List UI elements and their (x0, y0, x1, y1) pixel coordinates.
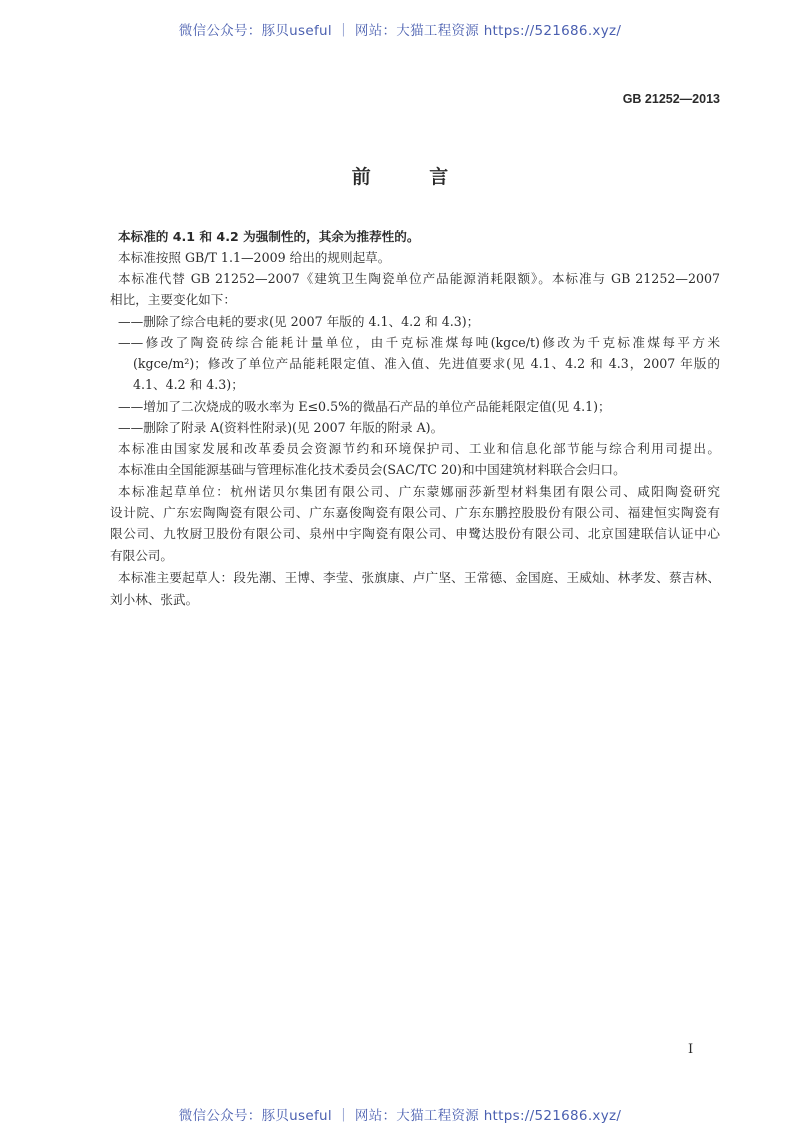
watermark-header: 微信公众号：豚贝useful ｜ 网站：大猫工程资源 https://521686.xyz/ (178, 23, 622, 39)
text-line: 本标准的 4.1 和 4.2 为强制性的，其余为推荐性的。 (118, 229, 420, 244)
page-number: I (688, 1042, 694, 1057)
text-line: 本标准由全国能源基础与管理标准化技术委员会(SAC/TC 20)和中国建筑材料联合会归口。 (118, 462, 626, 477)
text-line: 本标准主要起草人：段先潮、王博、李莹、张旗康、卢广坚、王常德、金国庭、王威灿、林孝发、蔡吉林、 (118, 570, 720, 585)
standard-number: GB 21252—2013 (622, 92, 720, 106)
text-line: 设计院、广东宏陶陶瓷有限公司、广东嘉俊陶瓷有限公司、广东东鹏控股股份有限公司、福建恒实陶瓷有 (110, 505, 720, 520)
list-item: ——删除了综合电耗的要求(见 2007 年版的 4.1、4.2 和 4.3)； (118, 314, 480, 329)
text-line: 本标准代替 GB 21252—2007《建筑卫生陶瓷单位产品能源消耗限额》。本标准与 GB 21252—2007 (118, 271, 720, 286)
text-line: 本标准由国家发展和改革委员会资源节约和环境保护司、工业和信息化部节能与综合利用司提出。 (118, 441, 720, 456)
text-line: 有限公司。 (110, 548, 173, 563)
text-line: 刘小林、张武。 (110, 592, 199, 607)
list-item: ——删除了附录 A(资料性附录)(见 2007 年版的附录 A)。 (118, 420, 444, 435)
list-item: ——增加了二次烧成的吸水率为 E≤0.5%的微晶石产品的单位产品能耗限定值(见 4.1)； (118, 399, 611, 414)
page-title: 前 言 (351, 166, 475, 188)
watermark-footer: 微信公众号：豚贝useful ｜ 网站：大猫工程资源 https://521686.xyz/ (178, 1108, 622, 1124)
list-item-continuation: 4.1、4.2 和 4.3)； (133, 377, 244, 392)
list-item-continuation: (kgce/m²)；修改了单位产品能耗限定值、准入值、先进值要求(见 4.1、4.2 和 4.3，2007 年版的 (133, 356, 720, 371)
text-line: 本标准起草单位：杭州诺贝尔集团有限公司、广东蒙娜丽莎新型材料集团有限公司、咸阳陶瓷研究 (118, 484, 720, 499)
text-line: 限公司、九牧厨卫股份有限公司、泉州中宇陶瓷有限公司、申鹭达股份有限公司、北京国建联信认证中心 (110, 526, 720, 541)
text-line: 相比，主要变化如下： (110, 292, 236, 307)
text-line: 本标准按照 GB/T 1.1—2009 给出的规则起草。 (118, 250, 391, 265)
list-item: ——修改了陶瓷砖综合能耗计量单位，由千克标准煤每吨(kgce/t)修改为千克标准煤每平方米 (118, 335, 720, 350)
